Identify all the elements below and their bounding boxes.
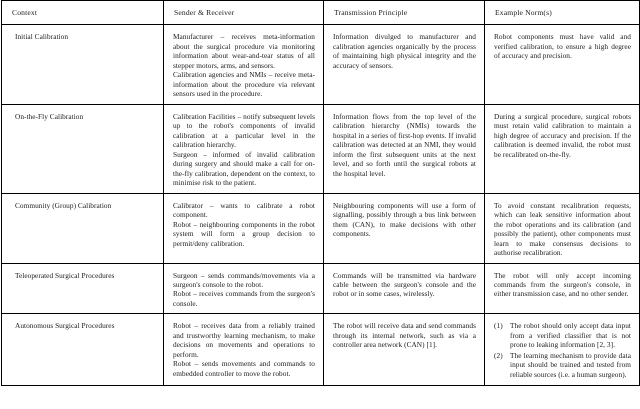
cell-transmission-principle <box>324 314 485 386</box>
cell-transmission-principle <box>324 263 485 314</box>
table-row <box>2 314 640 386</box>
cell-sender-receiver <box>164 263 324 314</box>
table-row <box>2 263 640 314</box>
example-norms-paragraph: To avoid constant recalibration requests, which can leak sensitive information about the robot operations and its calibration (and possibly the patient), other components must learn to make consensus decisions to authorise recalibration. <box>494 200 631 258</box>
transmission-principle-paragraph: Commands will be transmitted via hardware cable between the surgeon's console and the robot or in some cases, wirelessly. <box>333 270 476 299</box>
cell-transmission-principle <box>324 104 485 193</box>
cell-example-norms <box>485 25 640 104</box>
example-norms-paragraph: Robot components must have valid and verified calibration, to ensure a high degree of accuracy and precision. <box>494 32 631 61</box>
cell-sender-receiver <box>164 193 324 263</box>
table-row <box>2 104 640 193</box>
sender-receiver-paragraph: Robot – receives commands from the surgeon's console. <box>173 289 315 308</box>
cell-example-norms <box>485 193 640 263</box>
transmission-principle-paragraph: Information divulged to manufacturer and calibration agencies organically by the process of maintaining high physical integrity and the accuracy of sensors. <box>333 32 476 70</box>
cell-context <box>2 263 164 314</box>
table-row <box>2 193 640 263</box>
cell-example-norms <box>485 263 640 314</box>
context-label: Teleoperated Surgical Procedures <box>15 270 115 280</box>
header-row <box>2 1 640 25</box>
sender-receiver-paragraph: Robot – sends movements and commands to embedded controller to move the robot. <box>173 359 315 378</box>
cell-example-norms <box>485 104 640 193</box>
cell-sender-receiver <box>164 25 324 104</box>
sender-receiver-paragraph: Robot – neighbouring components in the robot system will form a group decision to permit/deny calibration. <box>173 219 315 248</box>
sender-receiver-paragraph: Surgeon – sends commands/movements via a surgeon's console to the robot. <box>173 270 315 289</box>
example-norms-numbered-list <box>494 321 631 379</box>
context-label: On-the-Fly Calibration <box>15 111 84 121</box>
contextual-integrity-norms-table <box>1 0 640 386</box>
transmission-principle-paragraph: Neighbouring components will use a form of signalling, possibly through a bus link between them (CAN), to make decisions with other components. <box>333 200 476 239</box>
sender-receiver-paragraph: Manufacturer – receives meta-information about the surgical procedure via monitoring information about wear-and-tear status of all stepper motors, arms, and sensors. <box>173 32 315 70</box>
cell-transmission-principle <box>324 193 485 263</box>
context-label: Community (Group) Calibration <box>15 200 112 210</box>
column-header-sender-receiver: Sender & Receiver <box>164 1 324 25</box>
cell-context <box>2 193 164 263</box>
context-label: Autonomous Surgical Procedures <box>15 321 115 331</box>
cell-context <box>2 25 164 104</box>
cell-sender-receiver <box>164 104 324 193</box>
transmission-principle-paragraph: Information flows from the top level of the calibration hierarchy (NMIs) towards the hospital in a series of first-hop events. If invalid calibration was detected at an NMI, they would inform the first subsequent units at the next level, and so forth until the surgical robots at the hospital level. <box>333 111 476 178</box>
column-header-transmission-principle: Transmission Principle <box>324 1 485 25</box>
cell-example-norms <box>485 314 640 386</box>
sender-receiver-paragraph: Calibrator – wants to calibrate a robot component. <box>173 200 315 220</box>
cell-transmission-principle <box>324 25 485 104</box>
table-row <box>2 25 640 104</box>
column-header-context: Context <box>2 1 164 25</box>
transmission-principle-paragraph: The robot will receive data and send commands through its internal network, such as via a controller area network (CAN) [1]. <box>333 321 476 350</box>
example-norms-paragraph: During a surgical procedure, surgical robots must retain valid calibration to maintain a high degree of accuracy and precision. If the calibration is deemed invalid, the robot must be recalibrated on-the-fly. <box>494 111 631 159</box>
sender-receiver-paragraph: Calibration Facilities – notify subsequent levels up to the robot's components of invalid calibration at a particular level in the calibration hierarchy. <box>173 111 315 150</box>
cell-sender-receiver <box>164 314 324 386</box>
cell-context <box>2 104 164 193</box>
column-header-example-norms: Example Norm(s) <box>485 1 640 25</box>
table-body <box>2 25 640 386</box>
table-header <box>2 1 640 25</box>
sender-receiver-paragraph: Calibration agencies and NMIs – receive meta-information about the procedure via relevant sensors used in the procedure. <box>173 70 315 99</box>
sender-receiver-paragraph: Surgeon – informed of invalid calibration during surgery and should make a call for on-the-fly calibration, dependent on the context, to minimise risk to the patient. <box>173 149 315 188</box>
context-label: Initial Calibration <box>15 32 69 42</box>
cell-context <box>2 314 164 386</box>
example-norms-paragraph: The robot will only accept incoming commands from the surgeon's console, in either transmission case, and no other sender. <box>494 270 631 299</box>
norm-list-item: The learning mechanism to provide data input should be trained and tested from reliable sources (i.e. a human surgeon). <box>510 350 631 379</box>
norm-list-item: The robot should only accept data input from a verified classifier that is not prone to leaking information [2, 3]. <box>510 321 631 350</box>
sender-receiver-paragraph: Robot – receives data from a reliably trained and trustworthy learning mechanism, to make decisions on movements and operations to perform. <box>173 321 315 359</box>
